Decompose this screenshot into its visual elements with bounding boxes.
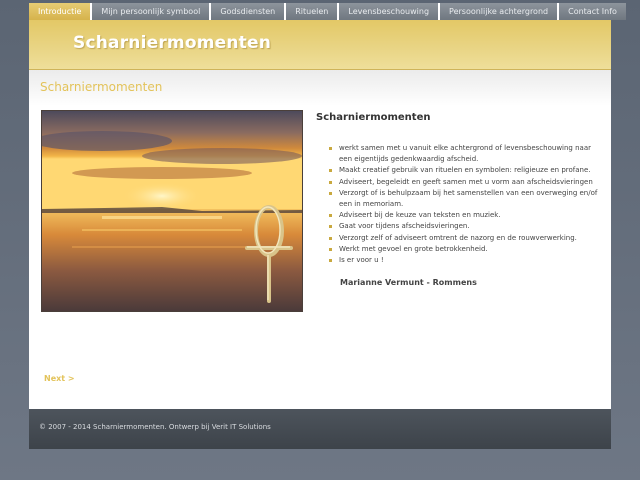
- footer: [29, 409, 611, 449]
- header-banner: [29, 20, 611, 70]
- list-item: werkt samen met u vanuit elke achtergrond of levensbeschouwing naar een eigentijds gedenkwaardig afscheid.: [328, 143, 598, 165]
- tab-rituelen[interactable]: Rituelen: [286, 3, 337, 20]
- tab-introductie[interactable]: Introductie: [29, 3, 90, 20]
- intro-heading: Scharniermomenten: [316, 112, 431, 123]
- list-item: Is er voor u !: [328, 255, 598, 266]
- tab-mijn-persoonlijk-symbool[interactable]: Mijn persoonlijk symbool: [92, 3, 209, 20]
- signature: Marianne Vermunt - Rommens: [340, 278, 477, 287]
- list-item: Verzorgt zelf of adviseert omtrent de nazorg en de rouwverwerking.: [328, 233, 598, 244]
- site-logo-title[interactable]: Scharniermomenten: [73, 33, 272, 53]
- tab-persoonlijke-achtergrond[interactable]: Persoonlijke achtergrond: [440, 3, 557, 20]
- services-list: [328, 143, 598, 266]
- main-nav: [29, 3, 628, 20]
- sunset-ankh-photo: [41, 110, 303, 312]
- list-item: Maakt creatief gebruik van rituelen en symbolen: religieuze en profane.: [328, 165, 598, 176]
- tab-contact-info[interactable]: Contact Info: [559, 3, 626, 20]
- list-item: Verzorgt of is behulpzaam bij het samenstellen van een overweging en/of een in memoriam.: [328, 188, 598, 210]
- page-title: Scharniermomenten: [40, 80, 163, 94]
- tab-godsdiensten[interactable]: Godsdiensten: [211, 3, 284, 20]
- next-link[interactable]: Next >: [44, 374, 75, 383]
- list-item: Werkt met gevoel en grote betrokkenheid.: [328, 244, 598, 255]
- footer-copyright: © 2007 - 2014 Scharniermomenten. Ontwerp bij Verit IT Solutions: [39, 423, 271, 431]
- page-frame: [29, 3, 617, 449]
- list-item: Adviseert bij de keuze van teksten en muziek.: [328, 210, 598, 221]
- list-item: Gaat voor tijdens afscheidsvieringen.: [328, 221, 598, 232]
- tab-levensbeschouwing[interactable]: Levensbeschouwing: [339, 3, 438, 20]
- list-item: Adviseert, begeleidt en geeft samen met u vorm aan afscheidsvieringen: [328, 177, 598, 188]
